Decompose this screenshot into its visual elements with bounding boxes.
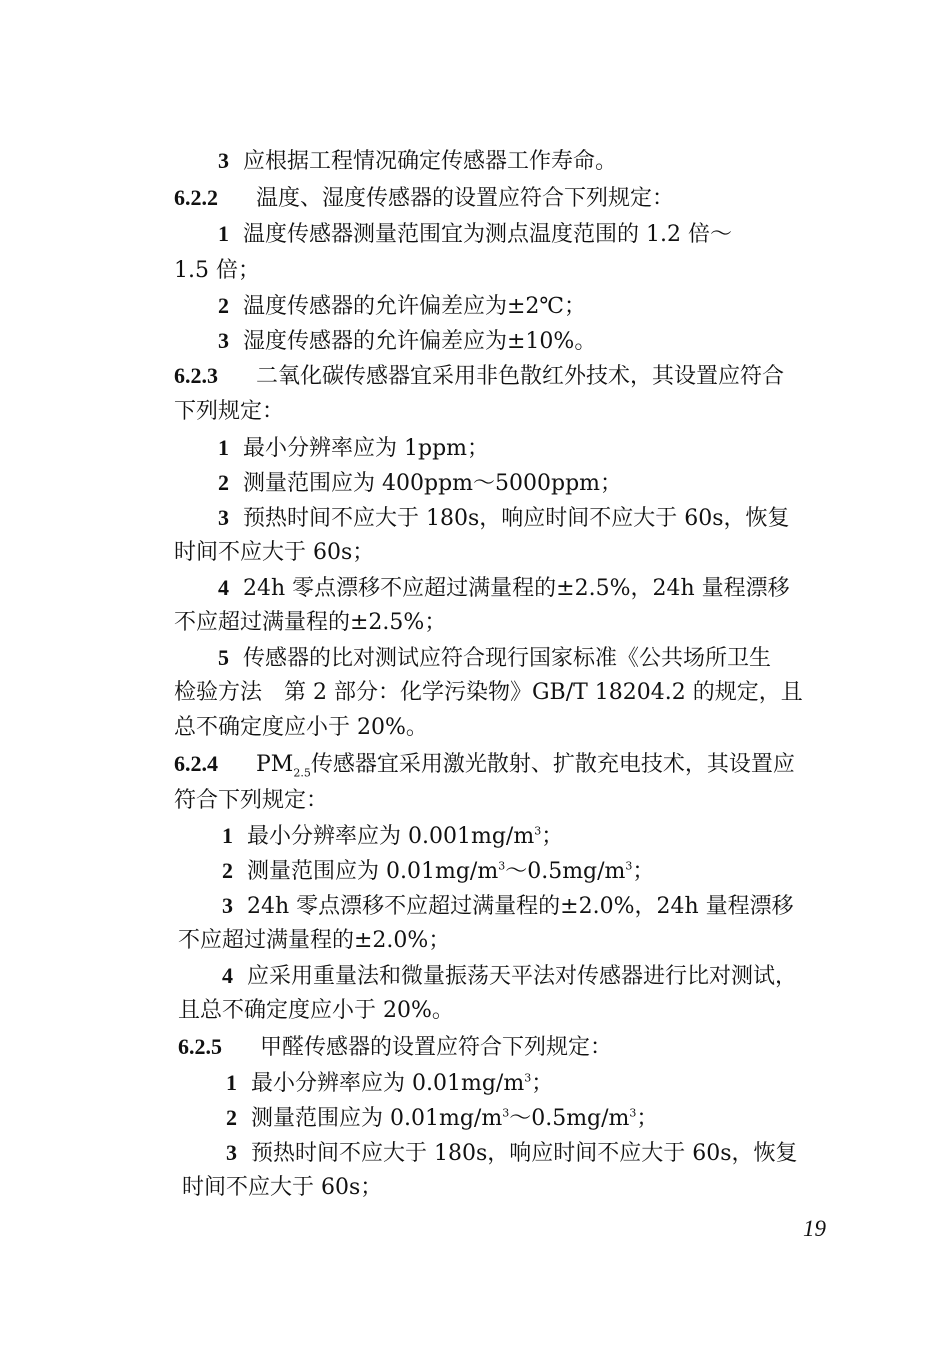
item-line xyxy=(222,891,794,922)
item-line xyxy=(218,573,790,604)
section-text: 二氧化碳传感器宜采用非色散红外技术，其设置应符合 xyxy=(256,364,785,389)
continuation-line xyxy=(174,397,284,427)
item-number: 2 xyxy=(218,470,229,495)
item-text: 预热时间不应大于 180s，响应时间不应大于 60s，恢复 xyxy=(251,1141,798,1166)
continuation-line xyxy=(182,1173,382,1203)
item-line xyxy=(218,326,596,357)
continuation-line xyxy=(174,256,260,286)
section-text: 符合下列规定： xyxy=(174,788,329,813)
superscript: 3 xyxy=(524,1071,532,1085)
superscript: 3 xyxy=(625,859,633,873)
item-text: 最小分辨率应为 0.01mg/m xyxy=(251,1071,525,1096)
section-number: 6.2.4 xyxy=(174,751,218,776)
item-line xyxy=(218,291,586,322)
superscript: 3 xyxy=(498,859,506,873)
item-line xyxy=(218,433,489,464)
item-text: 24h 零点漂移不应超过满量程的±2.0%，24h 量程漂移 xyxy=(247,894,794,919)
pm-subscript: 2.5 xyxy=(293,766,311,780)
item-text: ； xyxy=(636,1106,659,1131)
continuation-line xyxy=(178,926,450,956)
item-text: ； xyxy=(531,1071,554,1096)
item-number: 2 xyxy=(218,293,229,318)
item-number: 1 xyxy=(218,221,229,246)
item-text: 测量范围应为 0.01mg/m xyxy=(247,859,499,884)
item-text: ～0.5mg/m xyxy=(509,1106,630,1131)
superscript: 3 xyxy=(534,824,542,838)
section-text: 温度、湿度传感器的设置应符合下列规定： xyxy=(256,186,675,211)
item-number: 1 xyxy=(226,1070,237,1095)
item-text: 不应超过满量程的±2.0%； xyxy=(178,928,451,953)
section-heading-line xyxy=(174,749,795,780)
item-text: 1.5 倍； xyxy=(174,258,260,283)
item-text: 测量范围应为 0.01mg/m xyxy=(251,1106,503,1131)
item-text: 传感器的比对测试应符合现行国家标准《公共场所卫生 xyxy=(243,646,772,671)
continuation-line xyxy=(174,713,428,743)
item-number: 3 xyxy=(218,148,229,173)
item-text: 应根据工程情况确定传感器工作寿命。 xyxy=(243,149,618,174)
item-number: 3 xyxy=(218,328,229,353)
section-number: 6.2.3 xyxy=(174,363,218,388)
item-number: 1 xyxy=(222,823,233,848)
item-line xyxy=(222,821,563,852)
continuation-line xyxy=(178,996,454,1026)
item-text: 湿度传感器的允许偏差应为±10%。 xyxy=(243,329,597,354)
item-line xyxy=(226,1068,553,1099)
item-text: ； xyxy=(541,824,564,849)
item-line xyxy=(226,1103,658,1134)
item-line xyxy=(218,146,617,177)
item-text: 应采用重量法和微量振荡天平法对传感器进行比对测试， xyxy=(247,964,798,989)
item-number: 3 xyxy=(218,505,229,530)
item-text: ； xyxy=(632,859,655,884)
item-number: 1 xyxy=(218,435,229,460)
section-heading-line xyxy=(174,183,674,214)
item-text: 检验方法 第 2 部分：化学污染物》GB/T 18204.2 的规定，且 xyxy=(174,680,803,705)
item-text: 总不确定度应小于 20%。 xyxy=(174,715,428,740)
item-text: 最小分辨率应为 0.001mg/m xyxy=(247,824,535,849)
item-text: 且总不确定度应小于 20%。 xyxy=(178,998,454,1023)
continuation-line xyxy=(174,678,803,708)
superscript: 3 xyxy=(629,1106,637,1120)
item-number: 3 xyxy=(222,893,233,918)
item-text: ～0.5mg/m xyxy=(505,859,626,884)
item-text: 测量范围应为 400ppm～5000ppm； xyxy=(243,471,623,496)
section-text: 传感器宜采用激光散射、扩散充电技术，其设置应 xyxy=(310,752,795,777)
item-number: 2 xyxy=(222,858,233,883)
item-text: 时间不应大于 60s； xyxy=(182,1175,383,1200)
section-text: 甲醛传感器的设置应符合下列规定： xyxy=(260,1035,613,1060)
item-text: 最小分辨率应为 1ppm； xyxy=(243,436,490,461)
item-number: 5 xyxy=(218,645,229,670)
item-text: 预热时间不应大于 180s，响应时间不应大于 60s，恢复 xyxy=(243,506,790,531)
pm-label: PM xyxy=(256,752,294,777)
section-heading-line xyxy=(178,1032,612,1063)
item-line xyxy=(218,643,771,674)
item-line xyxy=(218,468,622,499)
superscript: 3 xyxy=(502,1106,510,1120)
item-text: 温度传感器测量范围宜为测点温度范围的 1.2 倍～ xyxy=(243,222,732,247)
continuation-line xyxy=(174,608,446,638)
page-number: 19 xyxy=(803,1216,826,1241)
item-text: 时间不应大于 60s； xyxy=(174,540,375,565)
item-line xyxy=(218,219,732,250)
item-number: 3 xyxy=(226,1140,237,1165)
section-number: 6.2.2 xyxy=(174,185,218,210)
item-number: 4 xyxy=(222,963,233,988)
section-text: 下列规定： xyxy=(174,399,285,424)
item-text: 温度传感器的允许偏差应为±2℃； xyxy=(243,294,587,319)
continuation-line xyxy=(174,786,328,816)
item-line xyxy=(218,503,790,534)
item-text: 不应超过满量程的±2.5%； xyxy=(174,610,447,635)
item-line xyxy=(222,961,797,992)
item-number: 4 xyxy=(218,575,229,600)
item-line xyxy=(226,1138,798,1169)
item-text: 24h 零点漂移不应超过满量程的±2.5%，24h 量程漂移 xyxy=(243,576,790,601)
continuation-line xyxy=(174,538,374,568)
section-number: 6.2.5 xyxy=(178,1034,222,1059)
item-number: 2 xyxy=(226,1105,237,1130)
item-line xyxy=(222,856,654,887)
section-heading-line xyxy=(174,361,784,392)
